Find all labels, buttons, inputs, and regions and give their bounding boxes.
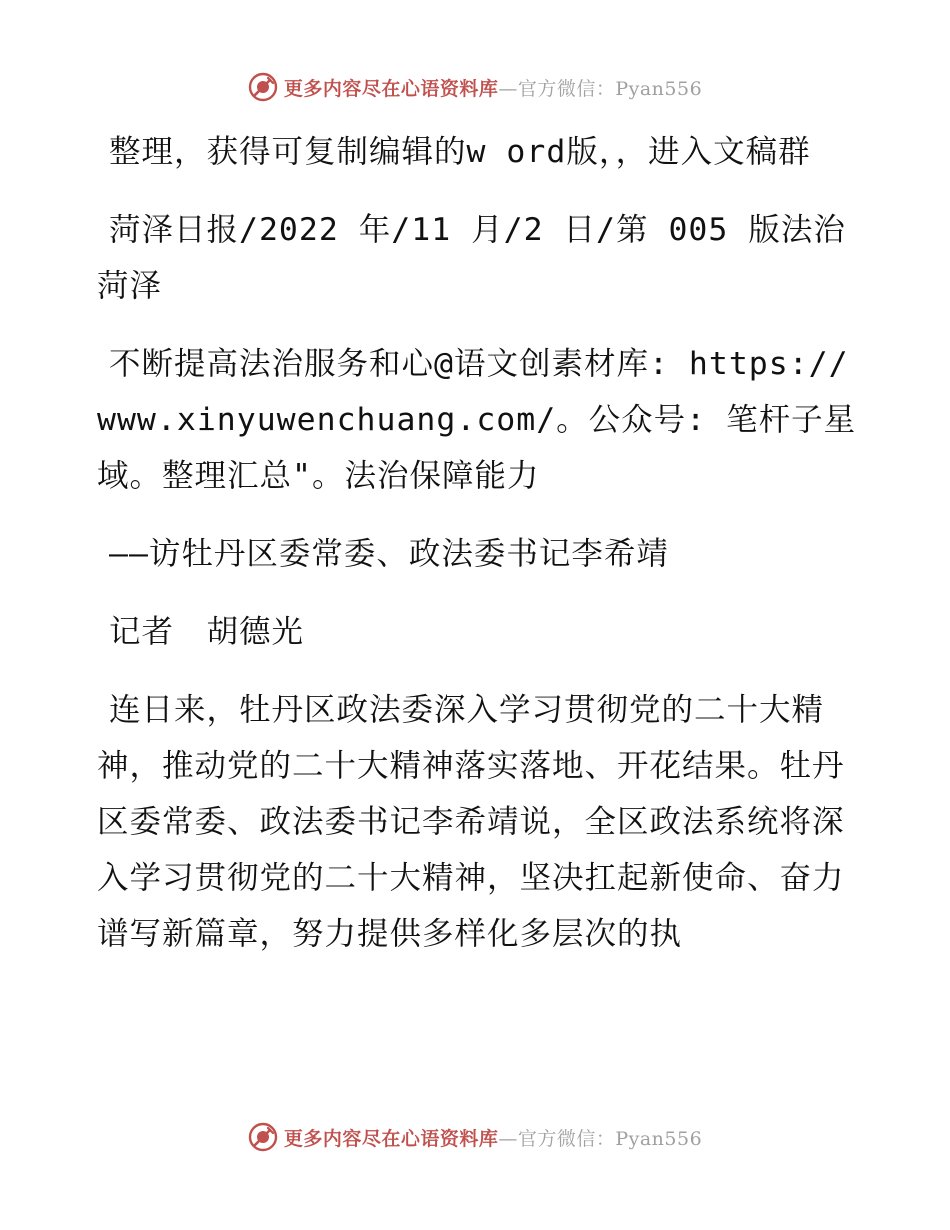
paragraph-5: 记者 胡德光: [109, 614, 305, 650]
paragraph-2: 菏泽日报/2022 年/11 月/2 日/第 005 版法治菏泽: [97, 212, 846, 304]
footer-watermark-text: 更多内容尽在心语资料库—官方微信：Pyan556: [283, 1127, 703, 1150]
document-body: [97, 124, 857, 984]
pen-logo-icon: [248, 1122, 278, 1152]
paragraph-6: 连日来，牡丹区政法委深入学习贯彻党的二十大精神，推动党的二十大精神落实落地、开花结果。牡丹区委常委、政法委书记李希靖说，全区政法系统将深入学习贯彻党的二十大精神，坚决扛起新使命、奋力谱写新篇章，努力提供多样化多层次的执: [97, 692, 845, 952]
footer-watermark: [0, 1122, 950, 1152]
pen-logo-icon: [248, 72, 278, 102]
paragraph-1: 整理，获得可复制编辑的w ord版，，进入文稿群: [109, 134, 811, 170]
header-watermark-text: 更多内容尽在心语资料库—官方微信：Pyan556: [283, 77, 703, 100]
paragraph-3: 不断提高法治服务和心@语文创素材库: https://www.xinyuwenchuang.com/。公众号: 笔杆子星域。整理汇总"。法治保障能力: [97, 346, 857, 494]
header-watermark: [0, 72, 950, 102]
paragraph-4: ——访牡丹区委常委、政法委书记李希靖: [109, 536, 669, 572]
